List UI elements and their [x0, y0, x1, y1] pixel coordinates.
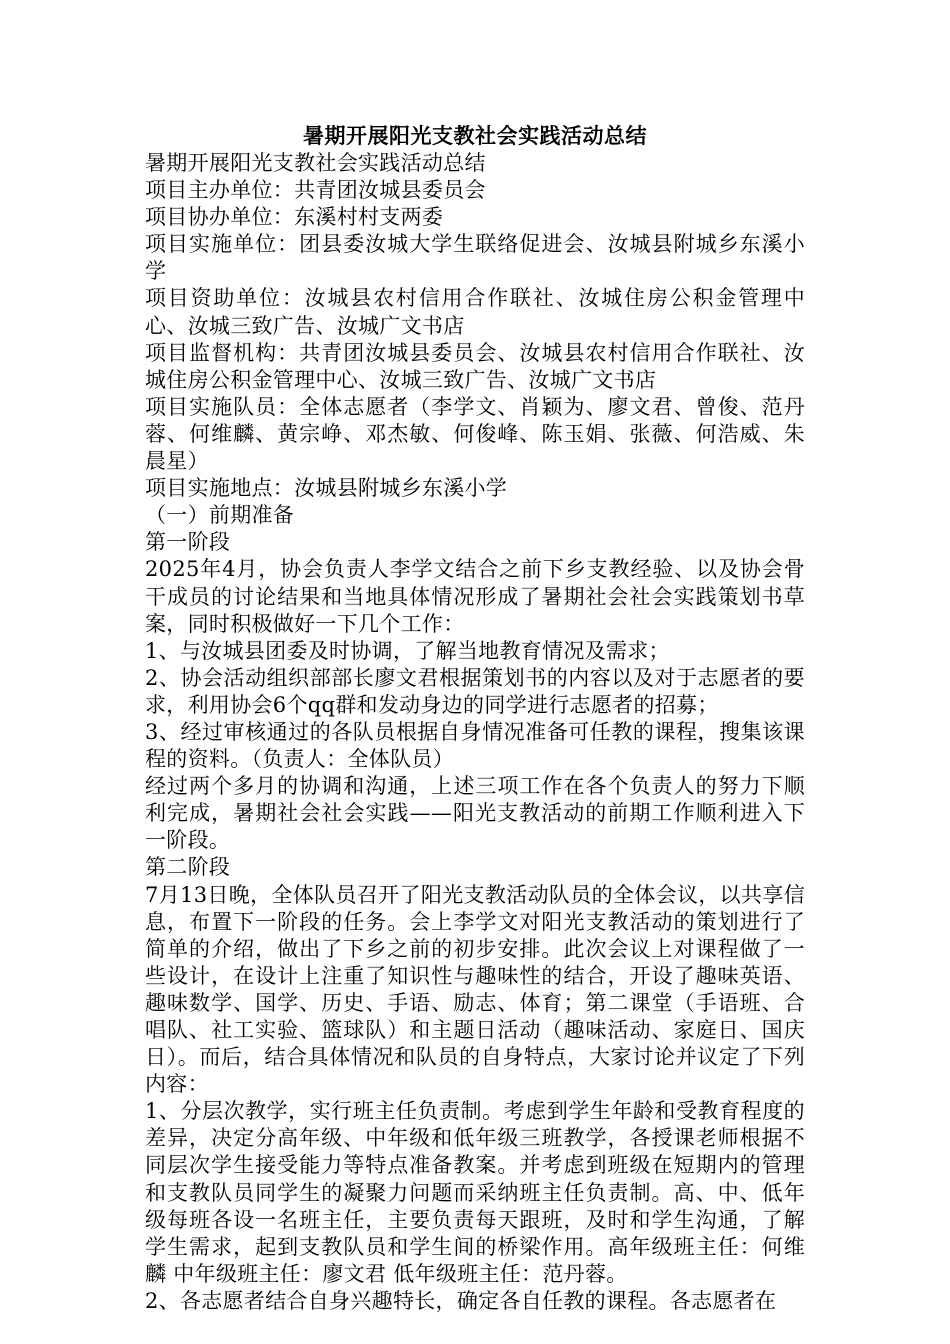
body-paragraph: 1、分层次教学，实行班主任负责制。考虑到学生年龄和受教育程度的差异，决定分高年级、中年级和低年级三班教学，各授课老师根据不同层次学生接受能力等特点准备教案。并考虑到班级在短期内的管理和支教队员同学生的凝聚力问题而采纳班主任负责制。高、中、低年级每班各设一名班主任，主要负责每天跟班，及时和学生沟通，了解学生需求，起到支教队员和学生间的桥梁作用。高年级班主任：何维麟 中年级班主任：廖文君 低年级班主任：范丹蓉。: [145, 1099, 805, 1286]
body-paragraph: 项目实施队员：全体志愿者（李学文、肖颖为、廖文君、曾俊、范丹蓉、何维麟、黄宗峥、邓杰敏、何俊峰、陈玉娟、张薇、何浩威、朱晨星）: [145, 394, 805, 474]
body-paragraph: 项目实施地点：汝城县附城乡东溪小学: [145, 476, 508, 501]
body-paragraph: 2、各志愿者结合自身兴趣特长，确定各自任教的课程。各志愿者在: [145, 1288, 777, 1313]
body-paragraph: 经过两个多月的协调和沟通，上述三项工作在各个负责人的努力下顺利完成，暑期社会社会实践——阳光支教活动的前期工作顺利进入下一阶段。: [145, 774, 805, 853]
body-paragraph: 项目资助单位：汝城县农村信用合作联社、汝城住房公积金管理中心、汝城三致广告、汝城广文书店: [145, 286, 805, 338]
body-paragraph: 项目主办单位：共青团汝城县委员会: [145, 178, 486, 203]
body-paragraph: （一）前期准备: [145, 503, 295, 528]
body-paragraph: 2025年4月，协会负责人李学文结合之前下乡支教经验、以及协会骨干成员的讨论结果和当地具体情况形成了暑期社会社会实践策划书草案，同时积极做好一下几个工作：: [145, 557, 805, 636]
document-body: [145, 150, 805, 1315]
body-paragraph: 第二阶段: [145, 855, 231, 880]
body-paragraph: 项目监督机构：共青团汝城县委员会、汝城县农村信用合作联社、汝城住房公积金管理中心、汝城三致广告、汝城广文书店: [145, 340, 805, 392]
body-paragraph: 项目协办单位：东溪村村支两委: [145, 205, 444, 230]
body-paragraph: 3、经过审核通过的各队员根据自身情况准备可任教的课程，搜集该课程的资料。（负责人：全体队员）: [145, 719, 805, 772]
document-title: 暑期开展阳光支教社会实践活动总结: [303, 123, 647, 148]
body-paragraph: 2、协会活动组织部部长廖文君根据策划书的内容以及对于志愿者的要求，利用协会6个qq群和发动身边的同学进行志愿者的招募；: [145, 665, 805, 717]
body-paragraph: 项目实施单位：团县委汝城大学生联络促进会、汝城县附城乡东溪小学: [145, 232, 805, 284]
body-paragraph: 1、与汝城县团委及时协调，了解当地教育情况及需求；: [145, 638, 670, 663]
body-paragraph: 第一阶段: [145, 530, 231, 555]
body-paragraph: 7月13日晚，全体队员召开了阳光支教活动队员的全体会议，以共享信息，布置下一阶段的任务。会上李学文对阳光支教活动的策划进行了简单的介绍，做出了下乡之前的初步安排。此次会议上对课程做了一些设计，在设计上注重了知识性与趣味性的结合，开设了趣味英语、趣味数学、国学、历史、手语、励志、体育；第二课堂（手语班、合唱队、社工实验、篮球队）和主题日活动（趣味活动、家庭日、国庆日）。而后，结合具体情况和队员的自身特点，大家讨论并议定了下列内容：: [145, 882, 805, 1097]
body-paragraph: 暑期开展阳光支教社会实践活动总结: [145, 151, 486, 175]
